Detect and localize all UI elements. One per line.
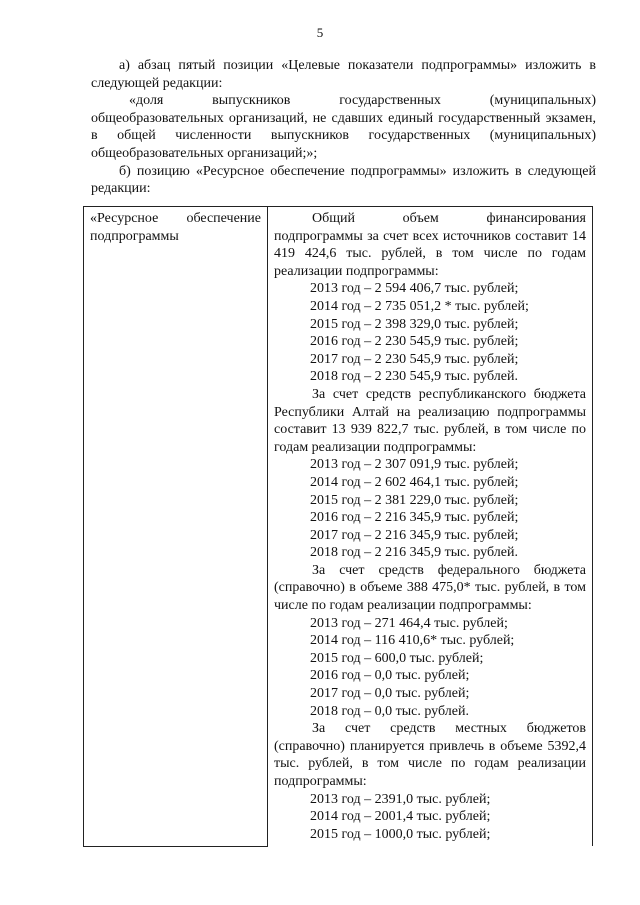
local-years-list <box>274 791 586 844</box>
list-item: 2013 год – 2 594 406,7 тыс. рублей; <box>310 281 519 297</box>
resource-table <box>83 206 593 847</box>
list-item: 2015 год – 1000,0 тыс. рублей; <box>310 826 491 842</box>
republic-years-list <box>274 456 586 562</box>
list-item: 2017 год – 2 216 345,9 тыс. рублей; <box>310 527 519 543</box>
page-number: 5 <box>316 25 324 40</box>
list-item: 2018 год – 2 216 345,9 тыс. рублей. <box>310 545 518 561</box>
list-item: 2014 год – 2001,4 тыс. рублей; <box>310 809 491 825</box>
intro-text <box>91 57 596 198</box>
table-row <box>84 207 593 847</box>
list-item: 2016 год – 2 230 545,9 тыс. рублей; <box>310 334 519 350</box>
list-item: 2014 год – 2 735 051,2 * тыс. рублей; <box>310 298 529 314</box>
list-item: 2016 год – 2 216 345,9 тыс. рублей; <box>310 510 519 526</box>
item-a-paragraph: а) абзац пятый позиции «Целевые показатели подпрограммы» изложить в следующей редакции: <box>91 58 596 91</box>
left-cell <box>84 207 268 847</box>
quoted-indicator-paragraph: «доля выпускников государственных (муниципальных) общеобразовательных организаций, не сдавших единый государственный экзамен, в общей численности выпускников государственных (муниципальных) общеобразовательных организаций;»; <box>91 93 596 161</box>
total-years-list <box>274 280 586 386</box>
list-item: 2013 год – 271 464,4 тыс. рублей; <box>310 615 508 631</box>
list-item: 2016 год – 0,0 тыс. рублей; <box>310 668 470 684</box>
federal-years-list <box>274 615 586 721</box>
total-funding-text: Общий объем финансирования подпрограммы за счет всех источников составит 14 419 424,6 тыс. рублей, в том числе по годам реализации подпрограммы: <box>274 211 586 279</box>
local-funding-text: За счет средств местных бюджетов (справочно) планируется привлечь в объеме 5392,4 тыс. рублей, в том числе по годам реализации подпрограммы: <box>274 721 586 789</box>
list-item: 2014 год – 2 602 464,1 тыс. рублей; <box>310 474 519 490</box>
item-b-paragraph: б) позицию «Ресурсное обеспечение подпрограммы» изложить в следующей редакции: <box>91 163 596 197</box>
right-cell <box>268 207 593 847</box>
list-item: 2017 год – 2 230 545,9 тыс. рублей; <box>310 351 519 367</box>
list-item: 2018 год – 2 230 545,9 тыс. рублей. <box>310 369 518 385</box>
republic-funding-text: За счет средств республиканского бюджета Республики Алтай на реализацию подпрограммы составит 13 939 822,7 тыс. рублей, в том числе по годам реализации подпрограммы: <box>274 386 586 455</box>
list-item: 2015 год – 2 381 229,0 тыс. рублей; <box>310 492 519 508</box>
list-item: 2017 год – 0,0 тыс. рублей; <box>310 686 470 702</box>
list-item: 2013 год – 2 307 091,9 тыс. рублей; <box>310 457 519 473</box>
list-item: 2015 год – 2 398 329,0 тыс. рублей; <box>310 316 519 332</box>
list-item: 2018 год – 0,0 тыс. рублей. <box>310 703 469 719</box>
federal-funding-text: За счет средств федерального бюджета (справочно) в объеме 388 475,0* тыс. рублей, в том числе по годам реализации подпрограммы: <box>274 562 586 614</box>
row-label: «Ресурсное обеспечение подпрограммы <box>90 211 261 244</box>
list-item: 2013 год – 2391,0 тыс. рублей; <box>310 791 491 807</box>
list-item: 2015 год – 600,0 тыс. рублей; <box>310 650 484 666</box>
list-item: 2014 год – 116 410,6* тыс. рублей; <box>310 633 515 649</box>
